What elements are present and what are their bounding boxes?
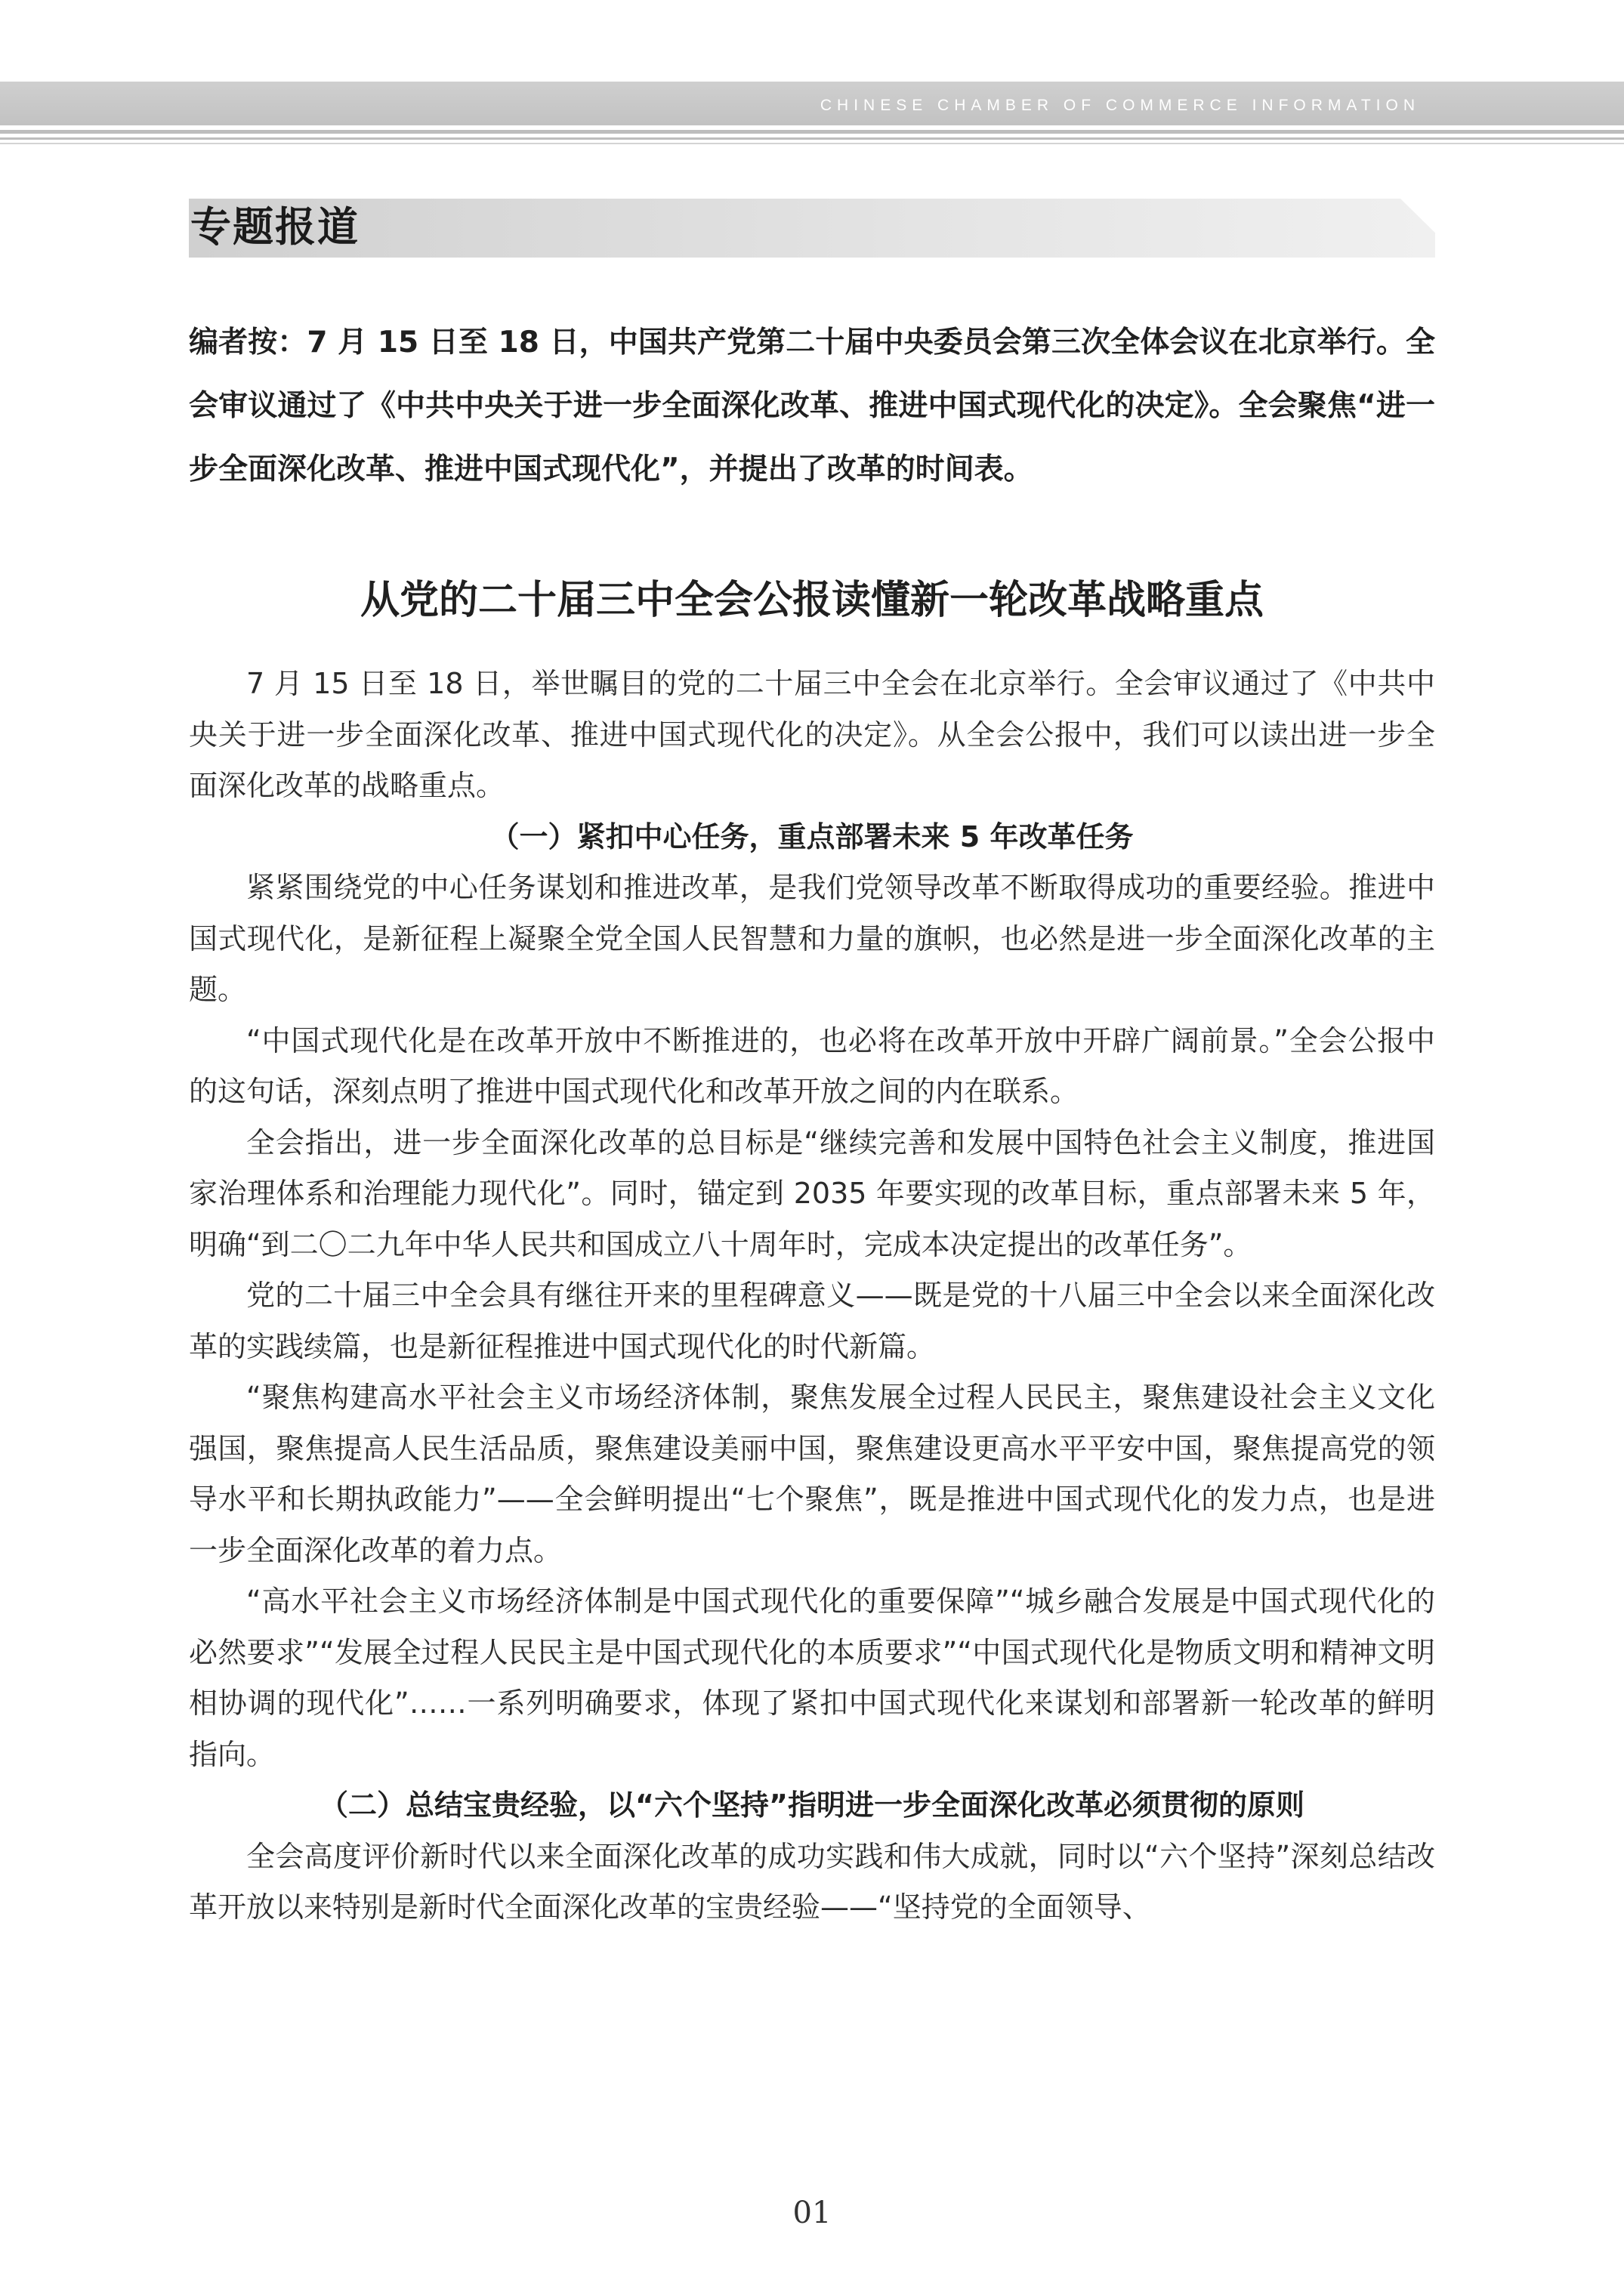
page-number: 01 — [792, 2196, 832, 2230]
paragraph: “聚焦构建高水平社会主义市场经济体制，聚焦发展全过程人民民主，聚焦建设社会主义文化强国，聚焦提高人民生活品质，聚焦建设美丽中国，聚焦建设更高水平平安中国，聚焦提高党的领导水平和长期执政能力”——全会鲜明提出“七个聚焦”，既是推进中国式现代化的发力点，也是进一步全面深化改革的着力点。 — [189, 1381, 1435, 1567]
editor-note — [189, 311, 1435, 501]
paragraph: 全会指出，进一步全面深化改革的总目标是“继续完善和发展中国特色社会主义制度，推进国家治理体系和治理能力现代化”。同时，锚定到 2035 年要实现的改革目标，重点部署未来 5 年，明确“到二〇二九年中华人民共和国成立八十周年时，完成本决定提出的改革任务”。 — [189, 1125, 1435, 1261]
header-rule — [0, 130, 1624, 134]
header-tagline: CHINESE CHAMBER OF COMMERCE INFORMATION — [820, 97, 1420, 114]
paragraph: 党的二十届三中全会具有继往开来的里程碑意义——既是党的十八届三中全会以来全面深化改革的实践续篇，也是新征程推进中国式现代化的时代新篇。 — [189, 1279, 1435, 1363]
section-banner — [189, 199, 1435, 258]
paragraph: 全会高度评价新时代以来全面深化改革的成功实践和伟大成就，同时以“六个坚持”深刻总结改革开放以来特别是新时代全面深化改革的宝贵经验——“坚持党的全面领导、 — [189, 1839, 1435, 1924]
section-title: 专题报道 — [190, 202, 360, 251]
paragraph: 紧紧围绕党的中心任务谋划和推进改革，是我们党领导改革不断取得成功的重要经验。推进中国式现代化，是新征程上凝聚全党全国人民智慧和力量的旗帜，也必然是进一步全面深化改革的主题。 — [189, 871, 1435, 1006]
paragraph: 7 月 15 日至 18 日，举世瞩目的党的二十届三中全会在北京举行。全会审议通过了《中共中央关于进一步全面深化改革、推进中国式现代化的决定》。从全会公报中，我们可以读出进一步全面深化改革的战略重点。 — [189, 667, 1435, 802]
header-rule — [0, 143, 1624, 144]
article-title: 从党的二十届三中全会公报读懂新一轮改革战略重点 — [360, 578, 1264, 623]
article-body — [189, 659, 1435, 1933]
subheading: （一）紧扣中心任务，重点部署未来 5 年改革任务 — [490, 819, 1134, 853]
editor-note-text: 编者按：7 月 15 日至 18 日，中国共产党第二十届中央委员会第三次全体会议在北京举行。全会审议通过了《中共中央关于进一步全面深化改革、推进中国式现代化的决定》。全会聚焦“进一步全面深化改革、推进中国式现代化”，并提出了改革的时间表。 — [189, 326, 1435, 486]
subheading: （二）总结宝贵经验，以“六个坚持”指明进一步全面深化改革必须贯彻的原则 — [320, 1788, 1304, 1822]
paragraph: “中国式现代化是在改革开放中不断推进的，也必将在改革开放中开辟广阔前景。”全会公报中的这句话，深刻点明了推进中国式现代化和改革开放之间的内在联系。 — [189, 1023, 1435, 1108]
paragraph: “高水平社会主义市场经济体制是中国式现代化的重要保障”“城乡融合发展是中国式现代化的必然要求”“发展全过程人民民主是中国式现代化的本质要求”“中国式现代化是物质文明和精神文明相协调的现代化”……一系列明确要求，体现了紧扣中国式现代化来谋划和部署新一轮改革的鲜明指向。 — [189, 1585, 1435, 1771]
header-rule — [0, 137, 1624, 140]
